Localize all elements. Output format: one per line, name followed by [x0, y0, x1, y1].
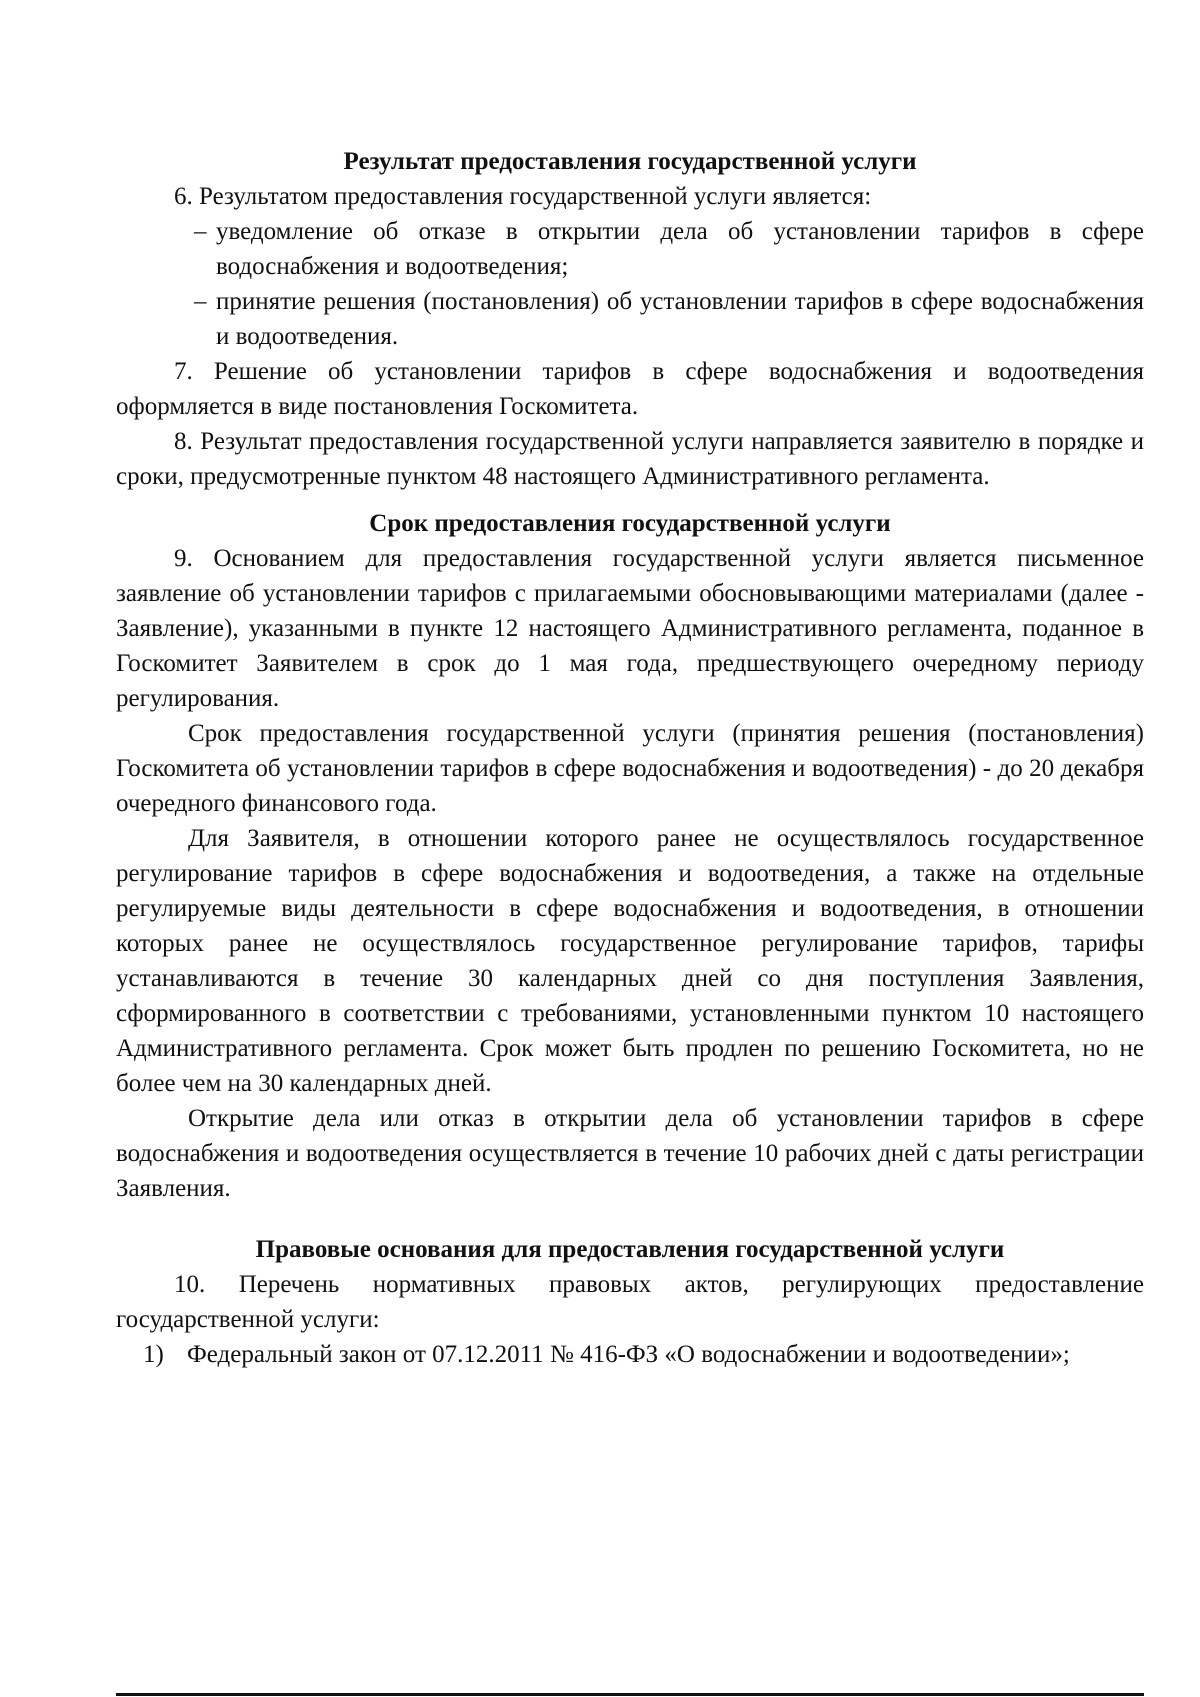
- document-body: [116, 144, 1144, 1372]
- list-item-text: принятие решения (постановления) об установлении тарифов в сфере водоснабжения и водоотведения.: [216, 288, 1144, 350]
- paragraph-9: 9. Основанием для предоставления государственной услуги является письменное заявление об установлении тарифов с прилагаемыми обосновывающими материалами (далее - Заявление), указанными в пункте 12 настоящего Административного регламента, поданное в Госкомитет Заявителем в срок до 1 мая года, предшествующего очередному периоду регулирования.: [116, 545, 1144, 712]
- list-item: [116, 284, 1144, 354]
- list-item: [116, 1337, 1144, 1372]
- paragraph-term: Срок предоставления государственной услуги (принятия решения (постановления) Госкомитета об установлении тарифов в сфере водоснабжения и водоотведения) - до 20 декабря очередного финансового года.: [116, 720, 1144, 817]
- paragraph-new-applicant: Для Заявителя, в отношении которого ранее не осуществлялось государственное регулирование тарифов в сфере водоснабжения и водоотведения, а также на отдельные регулируемые виды деятельности в сфере водоснабжения и водоотведения, в отношении которых ранее не осуществлялось государственное регулирование тарифов, тарифы устанавливаются в течение 30 календарных дней со дня поступления Заявления, сформированного в соответствии с требованиями, установленными пунктом 10 настоящего Административного регламента. Срок может быть продлен по решению Госкомитета, но не более чем на 30 календарных дней.: [116, 825, 1144, 1097]
- section-heading-legal: Правовые основания для предоставления государственной услуги: [255, 1236, 1005, 1263]
- paragraph-10: 10. Перечень нормативных правовых актов, регулирующих предоставление государственной услуги:: [116, 1271, 1144, 1333]
- dash-marker: –: [194, 218, 207, 245]
- dash-marker: –: [194, 288, 207, 315]
- list-item-text: уведомление об отказе в открытии дела об установлении тарифов в сфере водоснабжения и водоотведения;: [216, 218, 1144, 280]
- list-number: 1): [143, 1341, 164, 1368]
- paragraph-6: 6. Результатом предоставления государственной услуги является:: [174, 183, 872, 210]
- spacer: [116, 494, 1144, 506]
- paragraph-8: 8. Результат предоставления государственной услуги направляется заявителю в порядке и сроки, предусмотренные пунктом 48 настоящего Административного регламента.: [116, 428, 1144, 490]
- section-heading-term: Срок предоставления государственной услуги: [369, 510, 891, 537]
- list-item: [116, 214, 1144, 284]
- list-item-text: Федеральный закон от 07.12.2011 № 416-ФЗ «О водоснабжении и водоотведении»;: [187, 1341, 1070, 1368]
- paragraph-case-opening: Открытие дела или отказ в открытии дела об установлении тарифов в сфере водоснабжения и водоотведения осуществляется в течение 10 рабочих дней с даты регистрации Заявления.: [116, 1105, 1144, 1202]
- bottom-rule: [116, 1693, 1144, 1696]
- paragraph-7: 7. Решение об установлении тарифов в сфере водоснабжения и водоотведения оформляется в виде постановления Госкомитета.: [116, 358, 1144, 420]
- spacer: [116, 1206, 1144, 1232]
- section-heading-result: Результат предоставления государственной услуги: [343, 148, 917, 175]
